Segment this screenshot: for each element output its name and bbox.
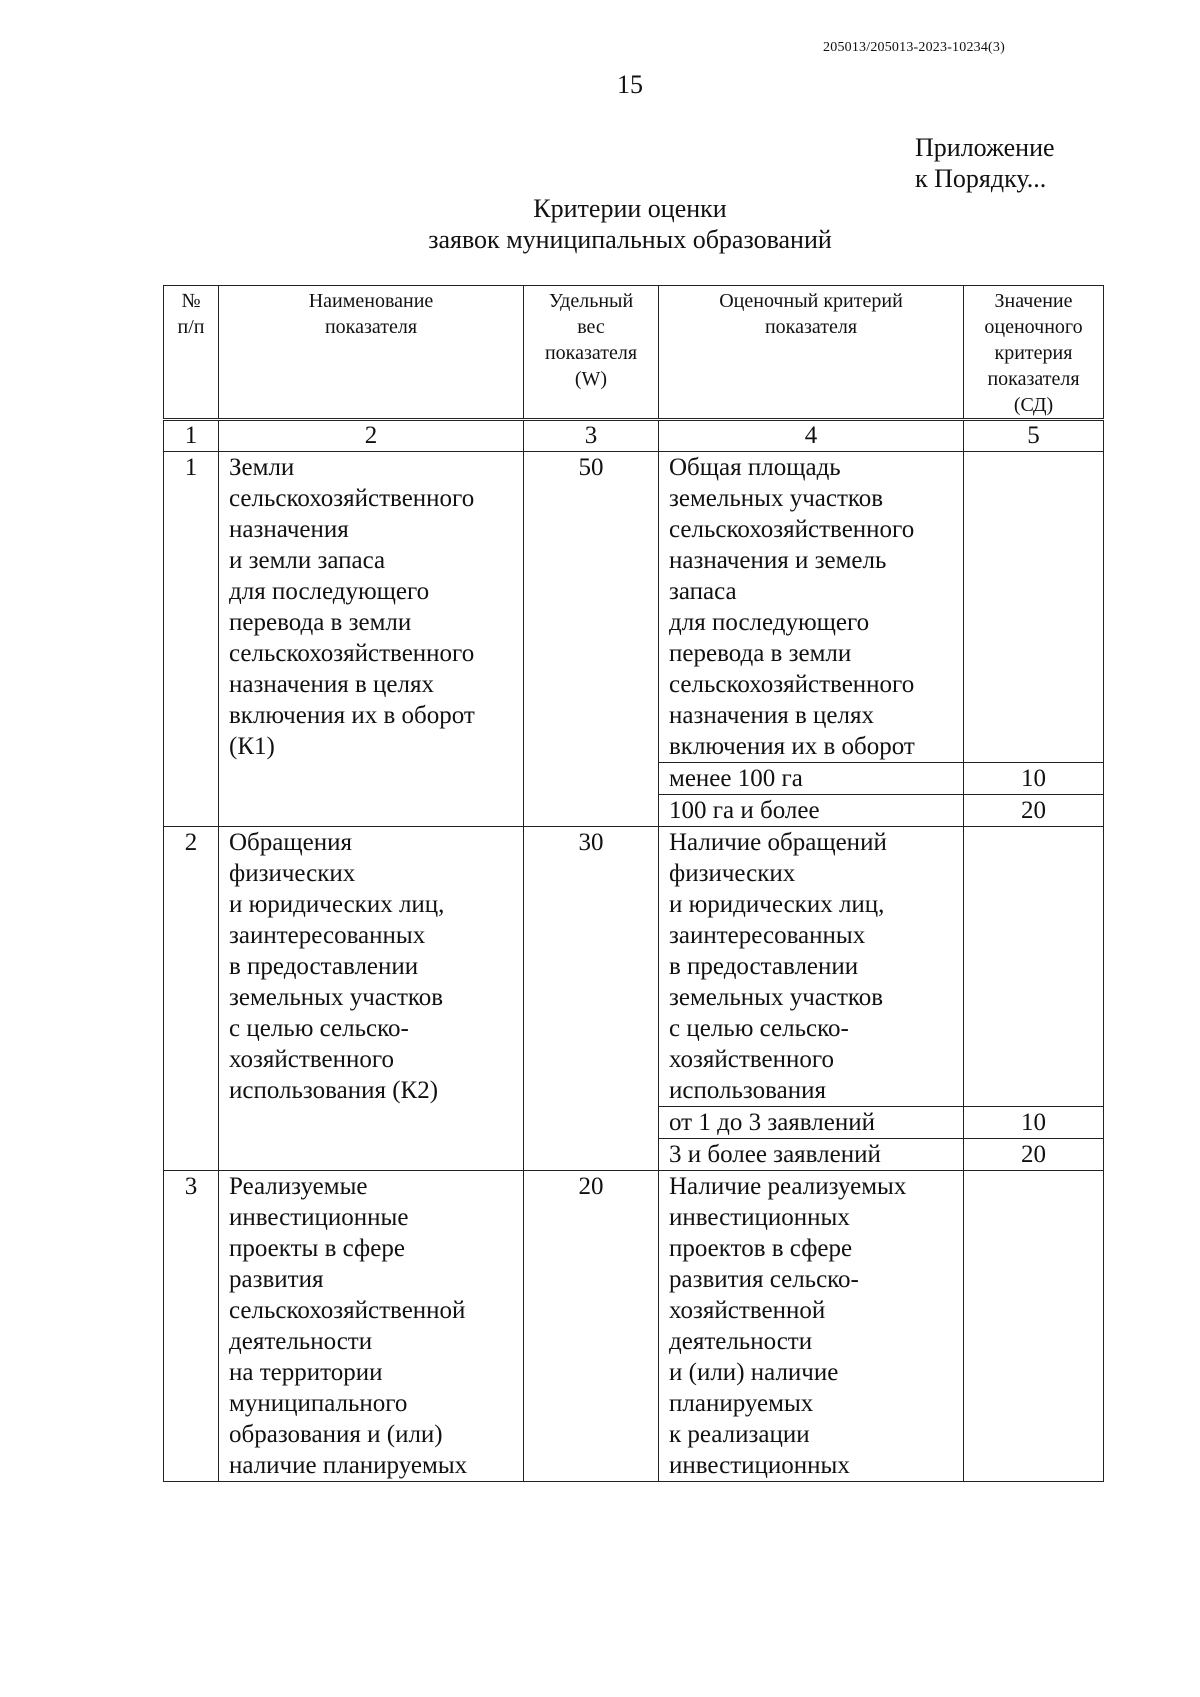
criterion-value-empty xyxy=(964,452,1104,763)
table-header-row xyxy=(164,286,1104,420)
indicator-weight: 50 xyxy=(524,452,659,827)
row-number: 1 xyxy=(164,452,219,827)
column-number: 4 xyxy=(659,420,964,452)
row-number: 2 xyxy=(164,827,219,1171)
column-number: 3 xyxy=(524,420,659,452)
criteria-table xyxy=(163,285,1104,1482)
column-number: 5 xyxy=(964,420,1104,452)
table-row xyxy=(164,827,1104,1107)
criterion-description: Наличие обращений физических и юридических лиц, заинтересованных в предоставлении земельных участков с целью сельско- хозяйственного использования xyxy=(659,827,964,1107)
document-title xyxy=(350,193,910,255)
indicator-name: Обращения физических и юридических лиц, заинтересованных в предоставлении земельных участков с целью сельско- хозяйственного использования (К2) xyxy=(219,827,524,1171)
header-cell-value: Значение оценочного критерия показателя (СД) xyxy=(964,286,1104,420)
title-line: заявок муниципальных образований xyxy=(428,225,832,254)
page-number: 15 xyxy=(617,70,643,99)
header-cell-weight: Удельный вес показателя (W) xyxy=(524,286,659,420)
row-number: 3 xyxy=(164,1171,219,1482)
criterion-option-value: 10 xyxy=(964,1107,1104,1139)
criterion-option-value: 10 xyxy=(964,763,1104,795)
appendix-note xyxy=(915,132,1055,194)
header-cell-criterion: Оценочный критерий показателя xyxy=(659,286,964,420)
indicator-name: Земли сельскохозяйственного назначения и земли запаса для последующего перевода в земли сельскохозяйственного назначения в целях включения их в оборот (К1) xyxy=(219,452,524,827)
criterion-value-empty xyxy=(964,1171,1104,1482)
criterion-option-label: 100 га и более xyxy=(659,795,964,827)
document-id: 205013/205013-2023-10234(3) xyxy=(823,40,1005,55)
criterion-description: Общая площадь земельных участков сельскохозяйственного назначения и земель запаса для последующего перевода в земли сельскохозяйственного назначения в целях включения их в оборот xyxy=(659,452,964,763)
title-line: Критерии оценки xyxy=(533,194,727,223)
indicator-name: Реализуемые инвестиционные проекты в сфере развития сельскохозяйственной деятельности на территории муниципального образования и (или) наличие планируемых xyxy=(219,1171,524,1482)
criterion-option-label: от 1 до 3 заявлений xyxy=(659,1107,964,1139)
column-number: 2 xyxy=(219,420,524,452)
column-numbers-row xyxy=(164,420,1104,452)
table-row xyxy=(164,1171,1104,1482)
appendix-line: Приложение xyxy=(915,133,1055,162)
header-cell-number: № п/п xyxy=(164,286,219,420)
appendix-line: к Порядку... xyxy=(915,164,1047,193)
criterion-option-label: менее 100 га xyxy=(659,763,964,795)
criterion-description: Наличие реализуемых инвестиционных проектов в сфере развития сельско- хозяйственной деятельности и (или) наличие планируемых к реализации инвестиционных xyxy=(659,1171,964,1482)
criterion-option-value: 20 xyxy=(964,1139,1104,1171)
table-row xyxy=(164,452,1104,763)
column-number: 1 xyxy=(164,420,219,452)
criterion-value-empty xyxy=(964,827,1104,1107)
header-cell-indicator: Наименование показателя xyxy=(219,286,524,420)
indicator-weight: 30 xyxy=(524,827,659,1171)
criterion-option-value: 20 xyxy=(964,795,1104,827)
indicator-weight: 20 xyxy=(524,1171,659,1482)
criterion-option-label: 3 и более заявлений xyxy=(659,1139,964,1171)
